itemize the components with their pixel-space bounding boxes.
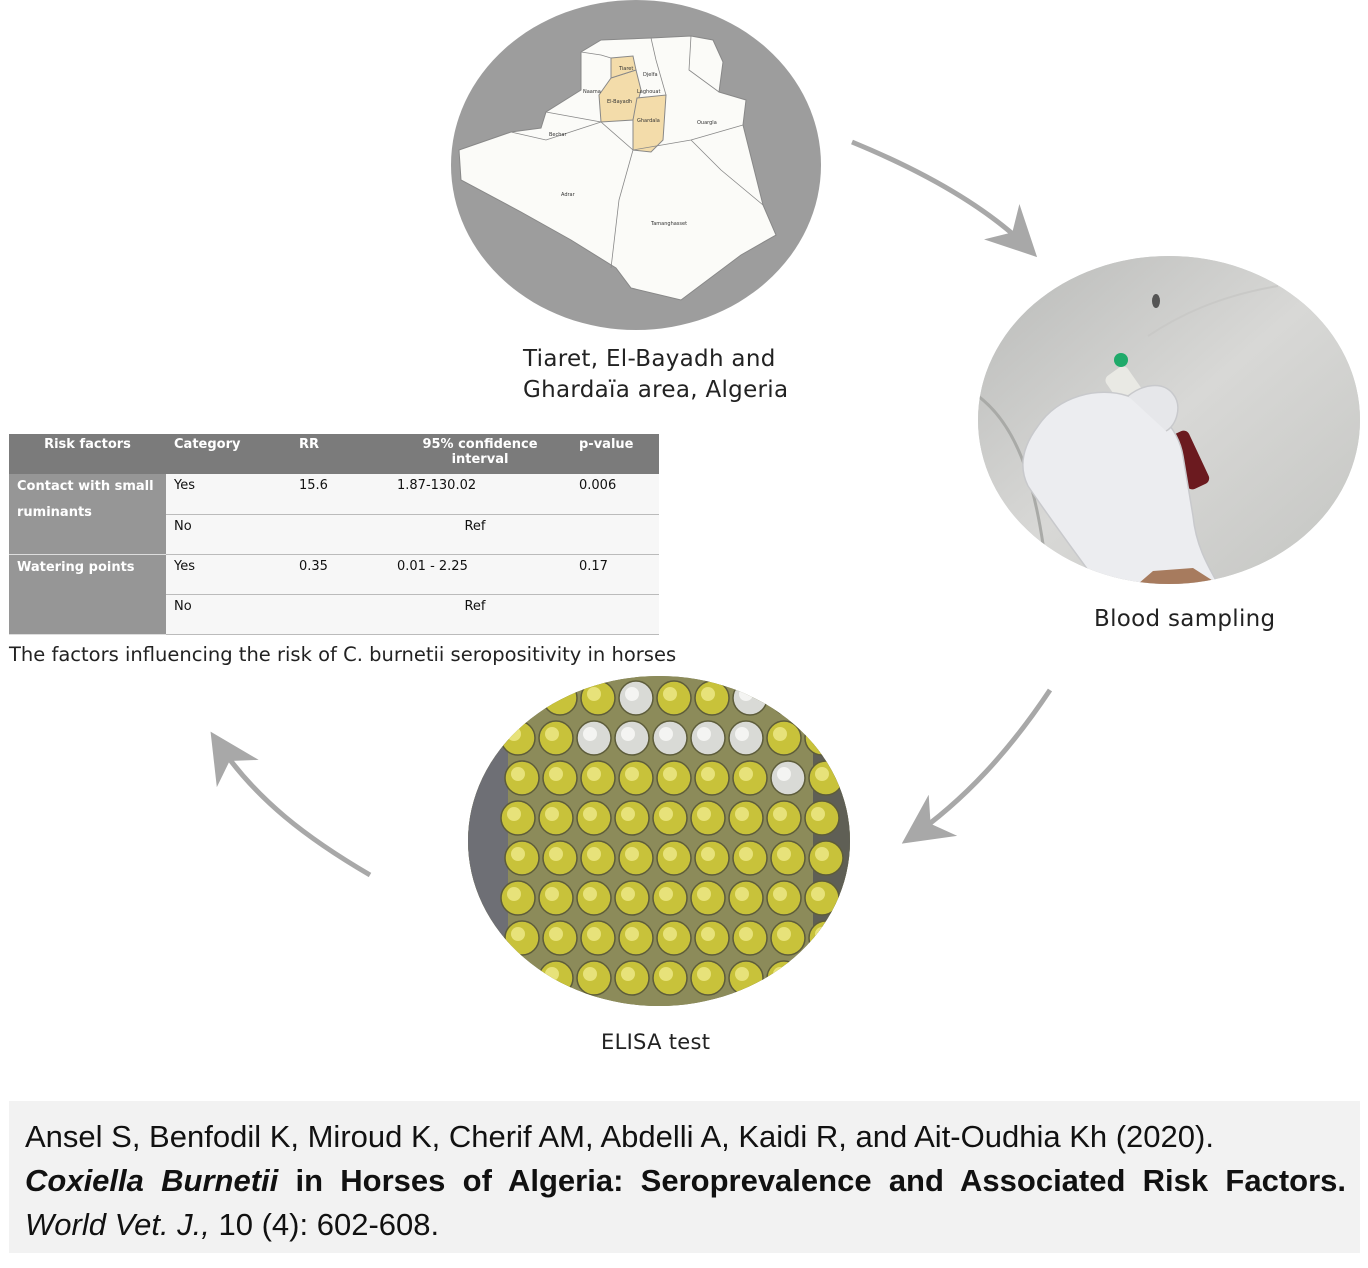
elisa-well-highlight [549, 927, 563, 941]
elisa-well-highlight [621, 887, 635, 901]
elisa-well-highlight [507, 807, 521, 821]
elisa-well-highlight [587, 767, 601, 781]
ref-cell: Ref [291, 594, 659, 634]
elisa-well-highlight [545, 807, 559, 821]
elisa-well-highlight [815, 767, 829, 781]
map-label-naama: Naama [583, 89, 601, 95]
elisa-well-highlight [663, 767, 677, 781]
elisa-well-highlight [777, 767, 791, 781]
reference-journal-italic: World Vet. J., [25, 1207, 210, 1242]
elisa-well-highlight [583, 727, 597, 741]
map-label-ghardaia: Ghardaïa [637, 118, 660, 124]
map-label-laghouat: Laghouat [637, 89, 661, 95]
elisa-plate-photo [468, 676, 850, 1006]
reference-authors: Ansel S, Benfodil K, Miroud K, Cherif AM, Abdelli A, Kaidi R, and Ait-Oudhia Kh (2020). [25, 1119, 1214, 1154]
table-header-row [9, 434, 659, 474]
blood-sampling-photo [978, 256, 1360, 584]
rr-value: 0.35 [291, 554, 389, 594]
header-category: Category [166, 434, 291, 474]
elisa-well-highlight [773, 727, 787, 741]
header-confidence-interval: 95% confidence interval [389, 434, 571, 474]
elisa-well-highlight [511, 927, 525, 941]
elisa-well-highlight [659, 727, 673, 741]
elisa-well-highlight [739, 767, 753, 781]
map-label-tiaret: Tiaret [619, 66, 634, 72]
elisa-well-highlight [549, 767, 563, 781]
elisa-well-highlight [701, 687, 715, 701]
elisa-well-highlight [663, 847, 677, 861]
reference-journal [25, 1203, 1346, 1247]
elisa-plate-illustration [468, 676, 850, 1006]
reference-title-rest: in Horses of Algeria: Seroprevalence and Associated Risk Factors. [278, 1163, 1346, 1198]
elisa-well-highlight [625, 767, 639, 781]
p-value: 0.17 [571, 554, 659, 594]
elisa-well-highlight [773, 807, 787, 821]
elisa-well-highlight [659, 887, 673, 901]
elisa-well-highlight [739, 927, 753, 941]
table-row [9, 474, 659, 514]
elisa-well-highlight [815, 847, 829, 861]
map-caption-line1: Tiaret, El-Bayadh and [523, 346, 776, 372]
elisa-well-highlight [621, 807, 635, 821]
elisa-well-highlight [663, 687, 677, 701]
elisa-well-highlight [659, 967, 673, 981]
elisa-well-highlight [697, 967, 711, 981]
map-label-el-bayadh: El-Bayadh [607, 99, 633, 105]
ref-cell: Ref [291, 514, 659, 554]
elisa-well-highlight [545, 727, 559, 741]
elisa-well-highlight [587, 847, 601, 861]
ci-value: 1.87-130.02 [389, 474, 571, 514]
category-no: No [166, 594, 291, 634]
elisa-well-highlight [583, 807, 597, 821]
elisa-well-highlight [621, 967, 635, 981]
arrow-elisa-to-table [216, 740, 370, 875]
p-value: 0.006 [571, 474, 659, 514]
rr-value: 15.6 [291, 474, 389, 514]
elisa-well-highlight [625, 847, 639, 861]
elisa-caption: ELISA test [601, 1030, 711, 1054]
elisa-well-highlight [697, 727, 711, 741]
algeria-map [451, 0, 821, 330]
header-risk-factors: Risk factors [9, 434, 166, 474]
map-caption [523, 344, 788, 406]
blood-sampling-illustration [978, 256, 1360, 584]
elisa-well-highlight [507, 887, 521, 901]
elisa-well-highlight [739, 847, 753, 861]
elisa-well-highlight [659, 807, 673, 821]
map-label-tamanghasset: Tamanghasset [651, 221, 688, 227]
table-caption: The factors influencing the risk of C. burnetii seropositivity in horses [9, 643, 677, 666]
elisa-well-highlight [621, 727, 635, 741]
map-caption-line2: Ghardaïa area, Algeria [523, 377, 789, 403]
elisa-well-highlight [735, 967, 749, 981]
elisa-well-highlight [701, 767, 715, 781]
algeria-map-circle [451, 0, 821, 330]
elisa-well-highlight [511, 847, 525, 861]
ci-value: 0.01 - 2.25 [389, 554, 571, 594]
elisa-well-highlight [735, 887, 749, 901]
elisa-well-highlight [625, 927, 639, 941]
risk-factor-contact: Contact with small ruminants [9, 474, 166, 554]
map-label-adrar: Adrar [561, 192, 575, 198]
elisa-well-highlight [583, 967, 597, 981]
elisa-well-highlight [697, 807, 711, 821]
map-label-bechar: Bechar [549, 132, 567, 138]
reference-title [25, 1159, 1346, 1203]
map-label-ouargla: Ouargla [697, 120, 717, 126]
elisa-well-highlight [811, 887, 825, 901]
elisa-well-highlight [587, 687, 601, 701]
reference-citation [9, 1101, 1360, 1253]
map-label-djelfa: Djelfa [643, 72, 658, 78]
risk-factor-watering: Watering points [9, 554, 166, 634]
elisa-well-highlight [511, 767, 525, 781]
category-yes: Yes [166, 474, 291, 514]
elisa-well-highlight [583, 887, 597, 901]
reference-citation-numbers: 10 (4): 602-608. [209, 1207, 440, 1242]
elisa-well-highlight [811, 807, 825, 821]
arrow-blood-to-elisa [910, 690, 1050, 838]
elisa-well-highlight [701, 847, 715, 861]
elisa-well-highlight [545, 887, 559, 901]
elisa-well-highlight [735, 727, 749, 741]
elisa-well-highlight [549, 847, 563, 861]
elisa-well-highlight [625, 687, 639, 701]
risk-factors-table [9, 434, 659, 635]
header-p-value: p-value [571, 434, 659, 474]
elisa-well-highlight [735, 807, 749, 821]
elisa-well-highlight [773, 887, 787, 901]
category-yes: Yes [166, 554, 291, 594]
category-no: No [166, 514, 291, 554]
elisa-well-highlight [777, 847, 791, 861]
elisa-well-highlight [663, 927, 677, 941]
blood-sampling-caption: Blood sampling [1094, 606, 1276, 632]
reference-title-italic: Coxiella Burnetii [25, 1163, 279, 1198]
elisa-well-highlight [701, 927, 715, 941]
header-rr: RR [291, 434, 389, 474]
table-row [9, 554, 659, 594]
elisa-well-highlight [587, 927, 601, 941]
elisa-well-highlight [697, 887, 711, 901]
elisa-well-highlight [777, 927, 791, 941]
arrow-map-to-blood [852, 142, 1030, 250]
